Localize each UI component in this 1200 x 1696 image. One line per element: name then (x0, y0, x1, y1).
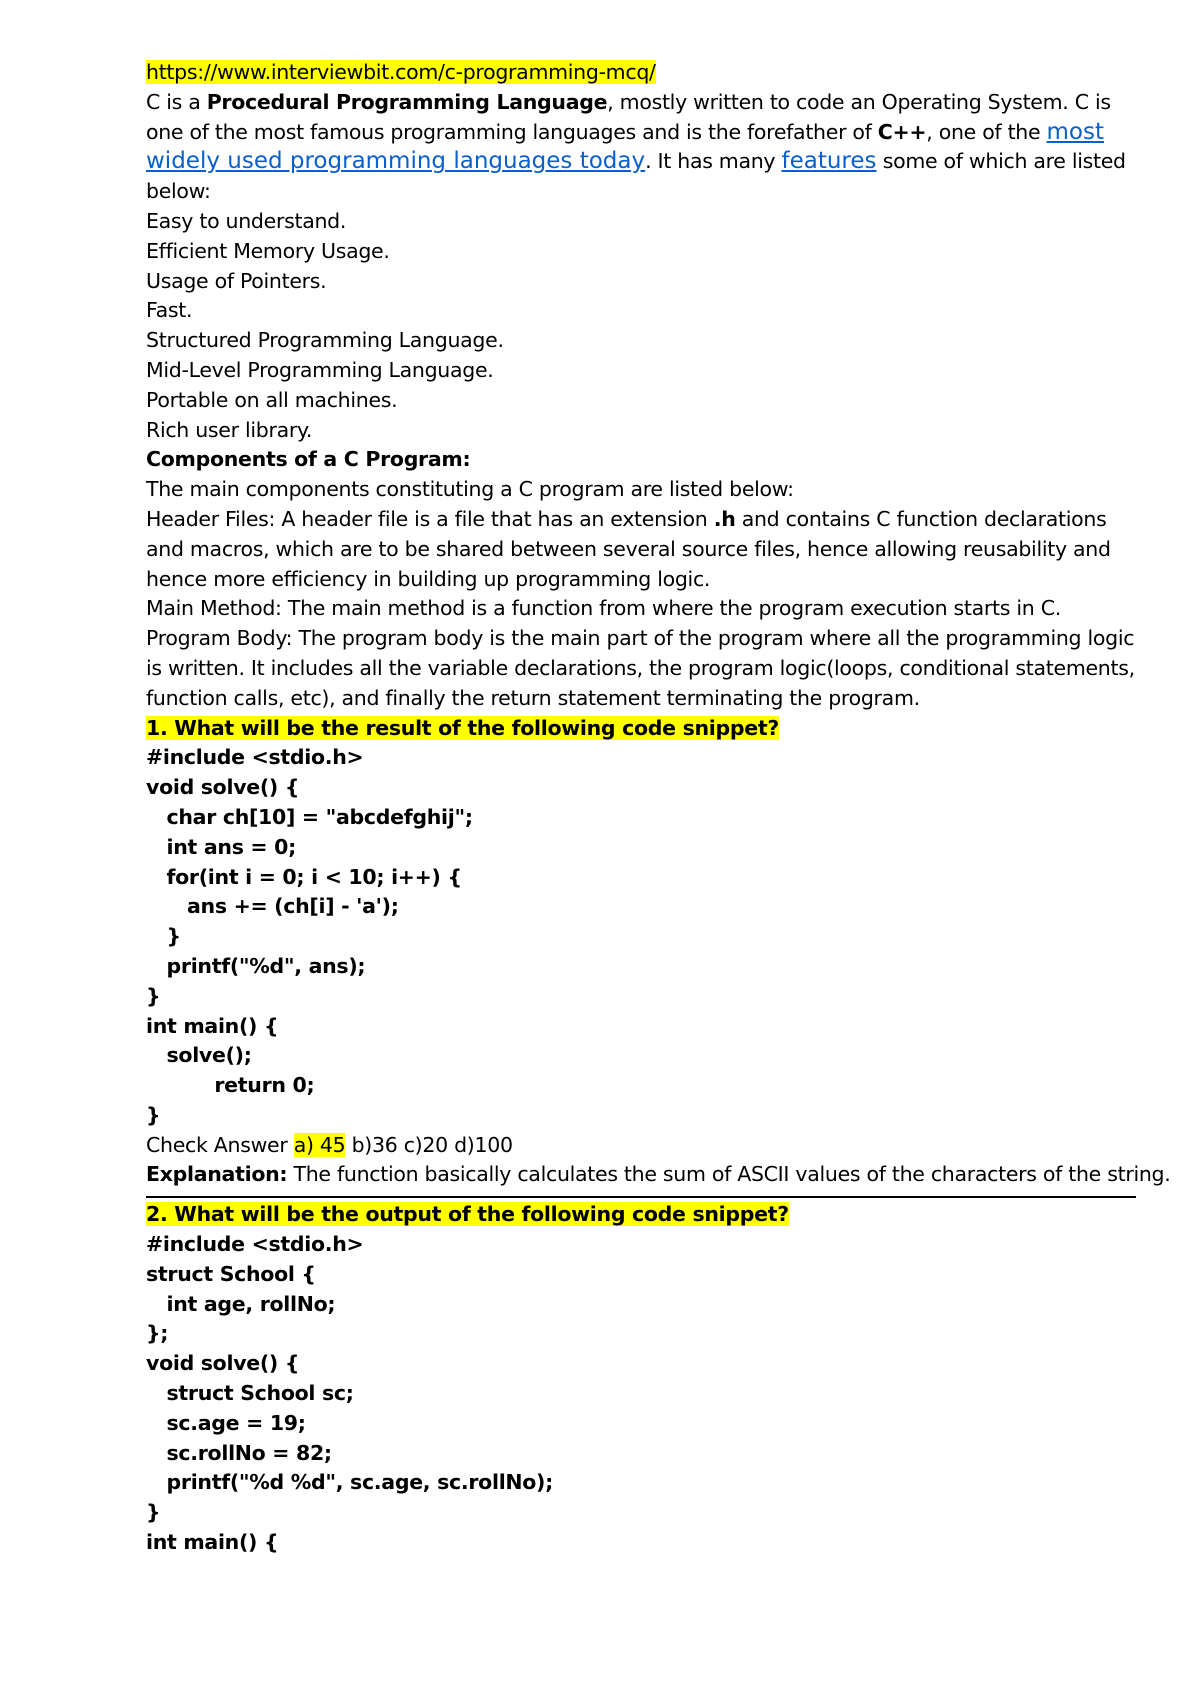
most-used-languages-link[interactable]: most widely used programming languages today (146, 118, 1105, 175)
features-link[interactable]: features (781, 148, 877, 175)
components-heading: Components of a C Program: (146, 447, 471, 472)
correct-answer: a) 45 (293, 1132, 346, 1157)
question-2-title: 2. What will be the output of the following code snippet? (146, 1202, 789, 1227)
question-1-code (146, 743, 1136, 1130)
code-line: solve(); (146, 1043, 252, 1068)
code-line: void solve() { (146, 1351, 300, 1376)
code-line: struct School sc; (146, 1381, 354, 1406)
code-line: ans += (ch[i] - 'a'); (146, 894, 399, 919)
list-item: Portable on all machines. (146, 387, 398, 412)
code-line: return 0; (146, 1073, 315, 1098)
section-divider (146, 1196, 1136, 1198)
code-line: sc.age = 19; (146, 1410, 306, 1435)
list-item: Mid-Level Programming Language. (146, 357, 494, 382)
code-line: } (146, 1102, 161, 1127)
code-line: int main() { (146, 1013, 279, 1038)
code-line: #include <stdio.h> (146, 745, 364, 770)
question-1-answer-options: Check Answer a) 45 b)36 c)20 d)100 (146, 1132, 513, 1157)
code-line: int age, rollNo; (146, 1291, 336, 1316)
code-line: } (146, 924, 181, 949)
components-intro: The main components constituting a C program are listed below: (146, 477, 794, 502)
question-1-explanation: Explanation: The function basically calculates the sum of ASCII values of the characters of the string. (146, 1162, 1171, 1187)
list-item: Fast. (146, 298, 193, 323)
document-body (146, 58, 1171, 1558)
list-item: Rich user library. (146, 417, 313, 442)
code-line: int main() { (146, 1530, 279, 1555)
code-line: #include <stdio.h> (146, 1232, 364, 1257)
source-url[interactable]: https://www.interviewbit.com/c-programming-mcq/ (146, 60, 656, 84)
code-line: int ans = 0; (146, 834, 297, 859)
question-2-code (146, 1230, 1136, 1558)
code-line: } (146, 1500, 161, 1525)
code-line: char ch[10] = "abcdefghij"; (146, 804, 473, 829)
code-line: }; (146, 1321, 169, 1346)
list-item: Usage of Pointers. (146, 268, 327, 293)
features-list (146, 207, 1136, 445)
code-line: sc.rollNo = 82; (146, 1440, 332, 1465)
list-item: Efficient Memory Usage. (146, 238, 390, 263)
list-item: Easy to understand. (146, 208, 347, 233)
code-line: void solve() { (146, 775, 300, 800)
question-1-title: 1. What will be the result of the following code snippet? (146, 715, 779, 740)
list-item: Structured Programming Language. (146, 328, 504, 353)
main-method-paragraph: Main Method: The main method is a function from where the program execution starts in C. (146, 596, 1061, 621)
intro-paragraph: C is a Procedural Programming Language, mostly written to code an Operating System. C is one of the most famous programming languages and is the forefather of C++, one of the most widely used programming languages today. It has many features some of which are listed below: (146, 89, 1126, 204)
code-line: for(int i = 0; i < 10; i++) { (146, 864, 462, 889)
code-line: struct School { (146, 1261, 316, 1286)
code-line: } (146, 983, 161, 1008)
code-line: printf("%d", ans); (146, 953, 366, 978)
header-files-paragraph: Header Files: A header file is a file that has an extension .h and contains C function declarations and macros, which are to be shared between several source files, hence allowing reusability and hence more efficiency in building up programming logic. (146, 506, 1111, 591)
program-body-paragraph: Program Body: The program body is the main part of the program where all the programming logic is written. It includes all the variable declarations, the program logic(loops, conditional statements, function calls, etc), and finally the return statement terminating the program. (146, 626, 1135, 710)
code-line: printf("%d %d", sc.age, sc.rollNo); (146, 1470, 554, 1495)
